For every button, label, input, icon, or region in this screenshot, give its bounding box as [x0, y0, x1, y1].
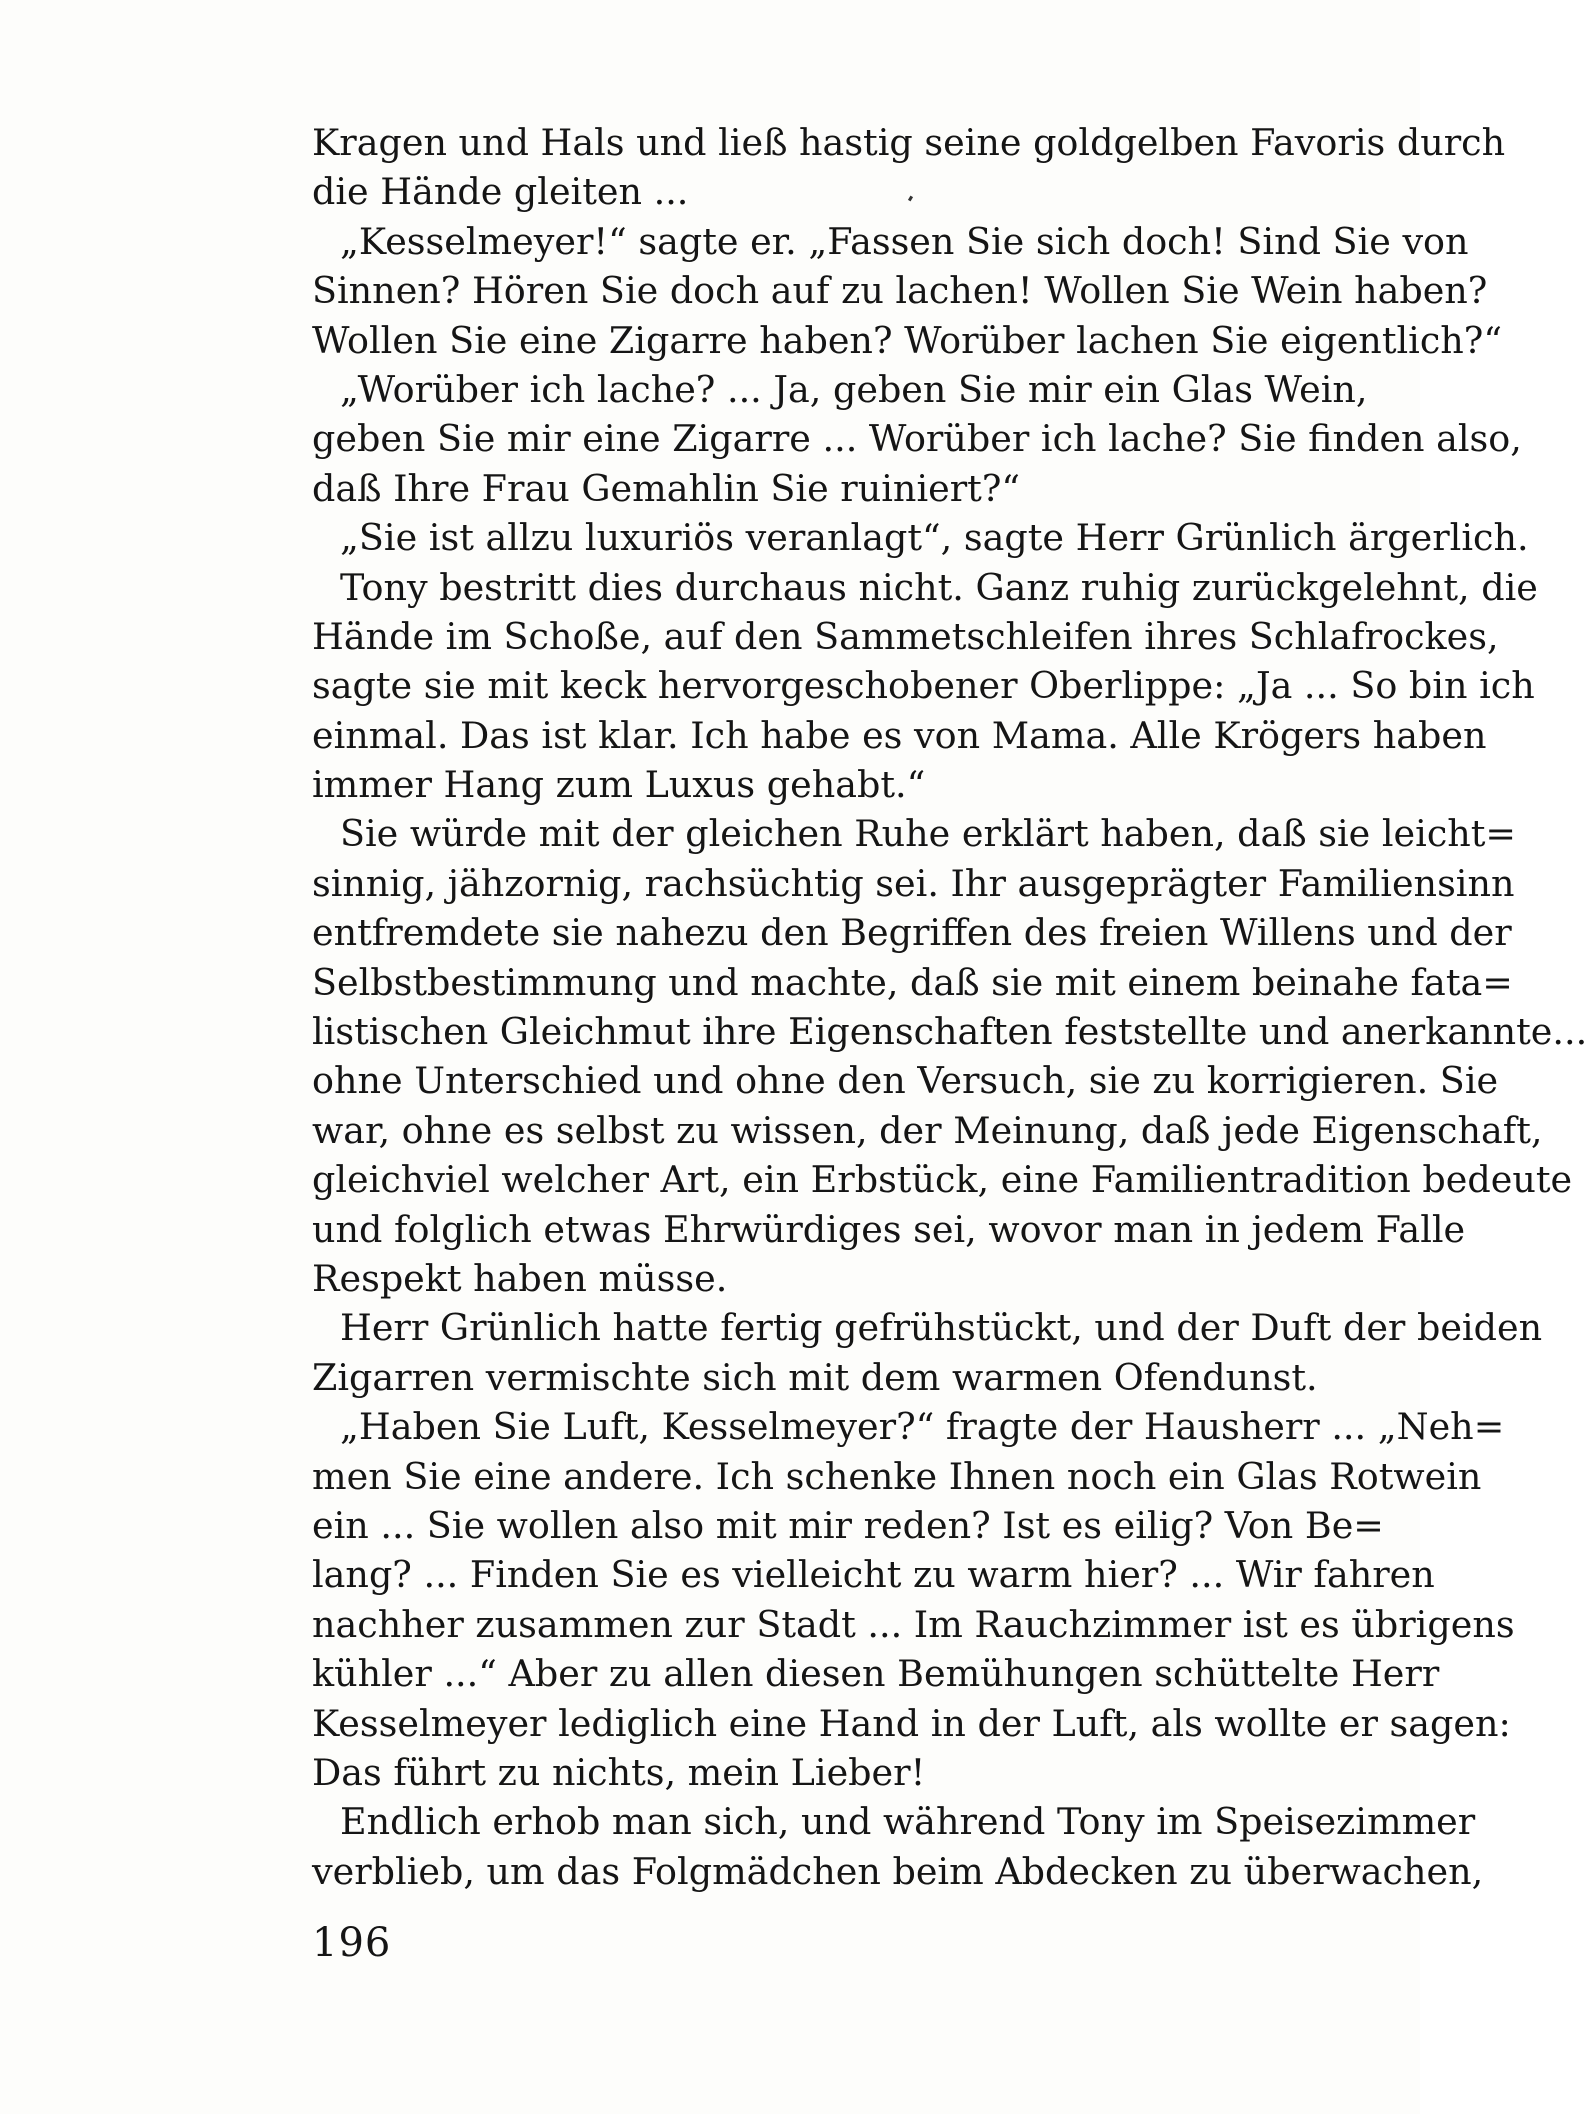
text-line: entfremdete sie nahezu den Begriffen des freien Willens und der: [312, 911, 1512, 955]
text-line: nachher zusammen zur Stadt ... Im Rauchzimmer ist es übrigens: [312, 1602, 1515, 1646]
text-line: sinnig, jähzornig, rachsüchtig sei. Ihr ausgeprägter Familiensinn: [312, 861, 1515, 905]
text-line: war, ohne es selbst zu wissen, der Meinung, daß jede Eigenschaft,: [312, 1108, 1543, 1152]
text-line: immer Hang zum Luxus gehabt.“: [312, 763, 926, 807]
text-line: Kesselmeyer lediglich eine Hand in der Luft, als wollte er sagen:: [312, 1701, 1511, 1745]
page-number: 196: [312, 1920, 392, 1966]
text-line: ein ... Sie wollen also mit mir reden? Ist es eilig? Von Be=: [312, 1503, 1384, 1547]
text-line: „Worüber ich lache? ... Ja, geben Sie mir ein Glas Wein,: [340, 367, 1368, 411]
text-line: geben Sie mir eine Zigarre ... Worüber ich lache? Sie finden also,: [312, 417, 1522, 461]
text-line: Herr Grünlich hatte fertig gefrühstückt, und der Duft der beiden: [340, 1306, 1543, 1350]
text-line: Selbstbestimmung und machte, daß sie mit einem beinahe fata=: [312, 960, 1513, 1004]
text-line: Kragen und Hals und ließ hastig seine goldgelben Favoris durch: [312, 121, 1506, 164]
text-line: Sinnen? Hören Sie doch auf zu lachen! Wollen Sie Wein haben?: [312, 269, 1488, 313]
body-text: [312, 118, 1587, 1896]
text-line: Das führt zu nichts, mein Lieber!: [312, 1750, 926, 1794]
text-line: men Sie eine andere. Ich schenke Ihnen noch ein Glas Rotwein: [312, 1454, 1482, 1498]
text-line: „Kesselmeyer!“ sagte er. „Fassen Sie sich doch! Sind Sie von: [340, 219, 1469, 263]
text-line: die Hände gleiten ...: [312, 170, 689, 214]
text-line: gleichviel welcher Art, ein Erbstück, eine Familientradition bedeute: [312, 1158, 1573, 1202]
text-line: Hände im Schoße, auf den Sammetschleifen ihres Schlafrockes,: [312, 614, 1499, 658]
text-line: Respekt haben müsse.: [312, 1256, 728, 1300]
text-line: lang? ... Finden Sie es vielleicht zu warm hier? ... Wir fahren: [312, 1553, 1435, 1597]
text-line: „Haben Sie Luft, Kesselmeyer?“ fragte der Hausherr ... „Neh=: [340, 1405, 1505, 1449]
text-line: verblieb, um das Folgmädchen beim Abdecken zu überwachen,: [312, 1849, 1484, 1893]
text-line: ohne Unterschied und ohne den Versuch, sie zu korrigieren. Sie: [312, 1059, 1499, 1103]
text-line: Zigarren vermischte sich mit dem warmen Ofendunst.: [312, 1355, 1318, 1399]
text-line: kühler ...“ Aber zu allen diesen Bemühungen schüttelte Herr: [312, 1652, 1440, 1696]
text-line: Sie würde mit der gleichen Ruhe erklärt haben, daß sie leicht=: [340, 812, 1517, 856]
text-line: Wollen Sie eine Zigarre haben? Worüber lachen Sie eigentlich?“: [312, 318, 1503, 362]
text-line: „Sie ist allzu luxuriös veranlagt“, sagte Herr Grünlich ärgerlich.: [340, 516, 1529, 560]
text-line: daß Ihre Frau Gemahlin Sie ruiniert?“: [312, 466, 1021, 510]
text-line: einmal. Das ist klar. Ich habe es von Mama. Alle Krögers haben: [312, 713, 1487, 757]
text-line: Tony bestritt dies durchaus nicht. Ganz ruhig zurückgelehnt, die: [340, 565, 1538, 609]
text-line: Endlich erhob man sich, und während Tony im Speisezimmer: [340, 1800, 1476, 1844]
text-line: sagte sie mit keck hervorgeschobener Oberlippe: „Ja ... So bin ich: [312, 664, 1535, 708]
text-line: listischen Gleichmut ihre Eigenschaften feststellte und anerkannte...: [312, 1010, 1587, 1054]
text-line: und folglich etwas Ehrwürdiges sei, wovor man in jedem Falle: [312, 1207, 1466, 1251]
